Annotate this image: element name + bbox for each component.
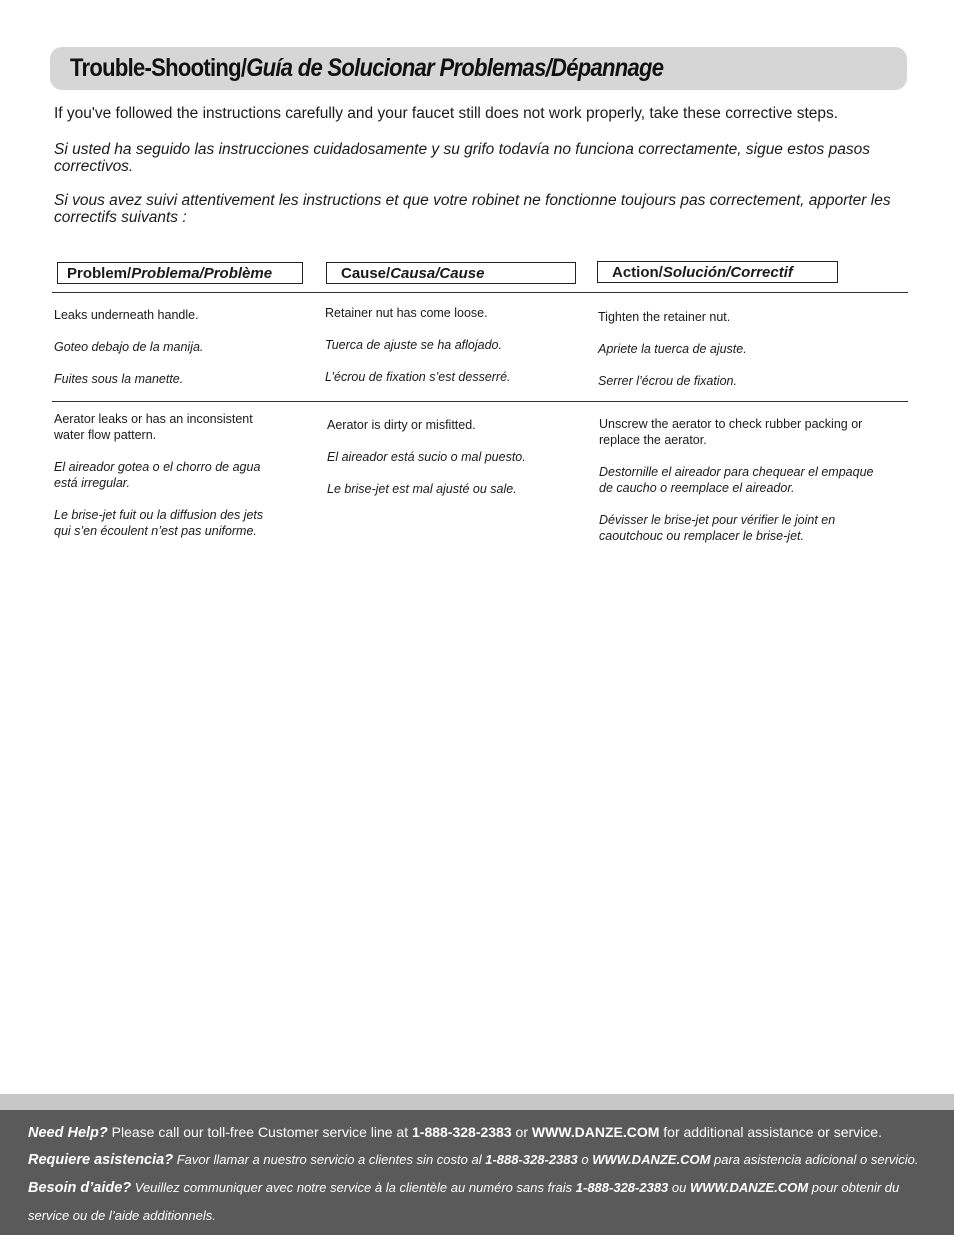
website-link: WWW.DANZE.COM [689, 1180, 809, 1195]
intro-en: If you've followed the instructions carefully and your faucet still does not work properly, take these corrective steps. [54, 105, 839, 122]
help-line-fr-cont: service ou de l’aide additionnels. [28, 1208, 216, 1223]
page-title [70, 54, 663, 83]
row2-cause: Aerator is dirty or misfitted. El aireador está sucio o mal puesto. Le brise-jet est mal ajusté ou sale. [327, 418, 526, 496]
row-divider [52, 292, 908, 293]
phone-number: 1-888-328-2383 [412, 1124, 512, 1140]
website-link: WWW.DANZE.COM [592, 1152, 711, 1167]
header-cause: Cause/Causa/Cause [326, 262, 576, 284]
help-footer [0, 1110, 954, 1235]
row1-action: Tighten the retainer nut. Apriete la tuerca de ajuste. Serrer l’écrou de fixation. [598, 310, 747, 388]
row1-cause: Retainer nut has come loose. Tuerca de ajuste se ha aflojado. L’écrou de fixation s’est desserré. [325, 306, 511, 384]
phone-number: 1-888-328-2383 [485, 1152, 578, 1167]
header-action: Action/Solución/Correctif [597, 261, 838, 283]
website-link: WWW.DANZE.COM [531, 1124, 660, 1140]
title-en: Trouble-Shooting/ [70, 54, 247, 82]
footer-strip [0, 1094, 954, 1110]
title-bar [50, 47, 907, 90]
row2-problem: Aerator leaks or has an inconsistent water flow pattern. El aireador gotea o el chorro de agua está irregular. Le brise-jet fuit ou la diffusion des jets qui s’en écoulent n’est pas uniforme. [54, 412, 264, 538]
intro-es: Si usted ha seguido las instrucciones cuidadosamente y su grifo todavía no funciona correctamente, sigue estos pasos correctivos. [54, 141, 870, 175]
row2-action: Unscrew the aerator to check rubber packing or replace the aerator. Destornille el aireador para chequear el empaque de caucho o reemplace el aireador. Dévisser le brise-jet pour vérifier le joint en caoutchouc ou remplacer le brise-jet. [599, 417, 874, 543]
help-line-fr: Besoin d’aide? Veuillez communiquer avec notre service à la clientèle au numéro sans frais 1-888-328-2383 ou WWW.DANZE.COM pour obtenir du [28, 1180, 900, 1196]
header-problem: Problem/Problema/Problème [57, 262, 303, 284]
row-divider [52, 401, 908, 402]
help-line-es: Requiere asistencia? Favor llamar a nuestro servicio a clientes sin costo al 1-888-328-2383 o WWW.DANZE.COM para asistencia adicional o servicio. [28, 1152, 919, 1168]
title-es-fr: Guía de Solucionar Problemas/Dépannage [246, 54, 664, 82]
help-line-en: Need Help? Please call our toll-free Customer service line at 1-888-328-2383 or WWW.DANZE.COM for additional assistance or service. [28, 1124, 882, 1141]
intro-fr: Si vous avez suivi attentivement les instructions et que votre robinet ne fonctionne toujours pas correctement, apporter les correctifs suivants : [54, 192, 891, 226]
row1-problem: Leaks underneath handle. Goteo debajo de la manija. Fuites sous la manette. [54, 308, 204, 386]
phone-number: 1-888-328-2383 [575, 1180, 669, 1195]
